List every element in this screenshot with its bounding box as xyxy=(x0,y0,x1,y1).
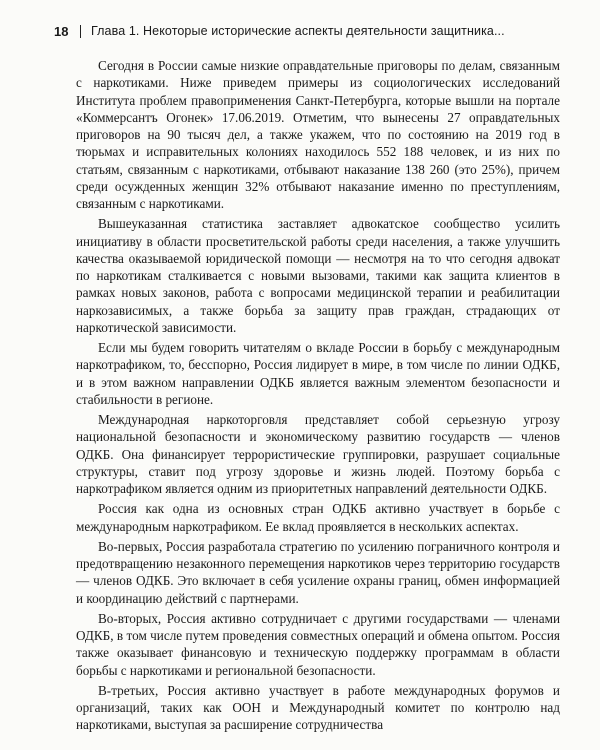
paragraph-4: Международная наркоторговля представляет собой серьезную угрозу национальной безопасности и экономическому развитию государств — членов ОДКБ. Она финансирует террористические группировки, разрушает социальные структуры, ставит под угрозу здоровье и жизнь людей. Поэтому борьба с наркотрафиком является одним из приоритетных направлений деятельности ОДКБ. xyxy=(76,412,560,496)
paragraph-5: Россия как одна из основных стран ОДКБ активно участвует в борьбе с международным наркотрафиком. Ее вклад проявляется в нескольких аспектах. xyxy=(76,501,560,534)
chapter-title: Глава 1. Некоторые исторические аспекты деятельности защитника... xyxy=(91,24,505,38)
paragraph-6: Во-первых, Россия разработала стратегию по усилению пограничного контроля и предотвращению незаконного перемещения наркотиков через территорию государств — членов ОДКБ. Это включает в себя усиление охраны границ, обмен информацией и координацию действий с партнерами. xyxy=(76,538,560,606)
page-body xyxy=(76,57,560,734)
header-divider xyxy=(80,25,81,38)
paragraph-8: В-третьих, Россия активно участвует в работе международных форумов и организаций, таких как ООН и Международный комитет по контролю над наркотиками, выступая за расширение сотрудничества xyxy=(76,682,560,733)
page-number: 18 xyxy=(54,23,69,39)
paragraph-1: Сегодня в России самые низкие оправдательные приговоры по делам, связанным с наркотиками. Ниже приведем примеры из социологических исследований Института проблем правоприменения Санкт-Петербурга, которые вышли на портале «Коммерсантъ Огонек» 17.06.2019. Отметим, что вынесены 27 оправдательных приговоров на 90 тысяч дел, а также укажем, что по состоянию на 2019 год в тюрьмах и исправительных колониях находилось 552 188 человек, и из них по статьям, связанным с наркотиками, отбывают наказание 138 260 (это 25%), причем среди осужденных женщин 32% отбывают наказание именно по преступлениям, связанным с наркотиками. xyxy=(76,58,560,211)
paragraph-3: Если мы будем говорить читателям о вкладе России в борьбу с международным наркотрафиком, то, бесспорно, Россия лидирует в мире, в том числе по линии ОДКБ, и в этом важном направлении ОДКБ является важным элементом безопасности и стабильности в регионе. xyxy=(76,340,560,407)
paragraph-7: Во-вторых, Россия активно сотрудничает с другими государствами — членами ОДКБ, в том числе путем проведения совместных операций и обмена опытом. Россия также оказывает финансовую и техническую поддержку программам в области борьбы с наркотиками и региональной безопасности. xyxy=(76,610,560,678)
paragraph-2: Вышеуказанная статистика заставляет адвокатское сообщество усилить инициативу в области просветительской работы среди населения, а также улучшить качества оказываемой юридической помощи — несмотря на то что сегодня адвокат по наркотикам сталкивается с новыми вызовами, такими как защита клиентов в рамках новых законов, работа с вопросами медицинской терапии и реабилитации наркозависимых, а также борьба за защиту прав граждан, страдающих от наркотической зависимости. xyxy=(76,216,560,335)
running-head xyxy=(54,22,560,40)
